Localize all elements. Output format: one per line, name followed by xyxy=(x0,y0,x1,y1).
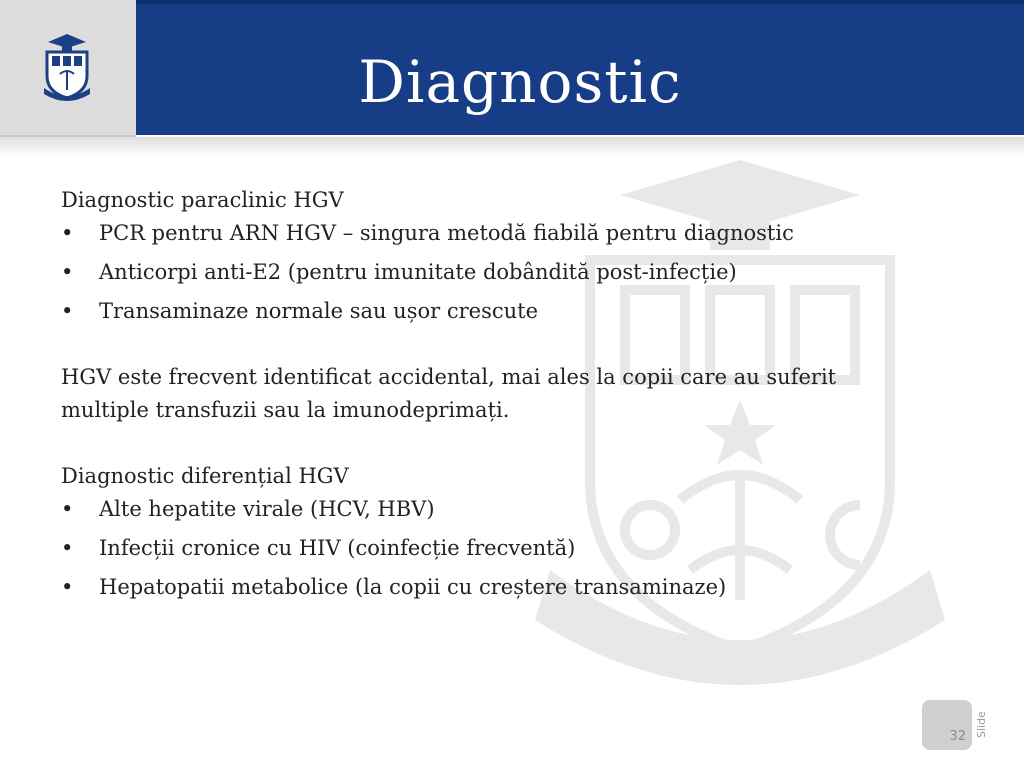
section-heading-diferential: Diagnostic diferențial HGV xyxy=(61,464,349,488)
list-item-text: PCR pentru ARN HGV – singura metodă fiabilă pentru diagnostic xyxy=(99,221,794,245)
bullet-icon: • xyxy=(61,536,74,560)
bullet-icon: • xyxy=(61,497,74,521)
title-accent xyxy=(136,0,1024,4)
university-crest-icon xyxy=(42,32,92,102)
list-item xyxy=(61,493,921,526)
list-item xyxy=(61,571,921,604)
bullet-icon: • xyxy=(61,575,74,599)
list-item-text: Transaminaze normale sau ușor crescute xyxy=(99,299,539,323)
slide-title: Diagnostic xyxy=(358,48,682,116)
list-item xyxy=(61,295,921,328)
list-item xyxy=(61,532,921,565)
bullet-icon: • xyxy=(61,260,74,284)
bullet-icon: • xyxy=(61,299,74,323)
paragraph-hgv: HGV este frecvent identificat accidental, mai ales la copii care au suferit multiple transfuzii sau la imunodeprimați. xyxy=(61,365,837,422)
bullet-list-paraclinic xyxy=(61,217,921,328)
list-item-text: Infecții cronice cu HIV (coinfecție frecventă) xyxy=(99,536,576,560)
section-diferential xyxy=(61,460,921,604)
bullet-icon: • xyxy=(61,221,74,245)
section-heading-paraclinic: Diagnostic paraclinic HGV xyxy=(61,188,344,212)
slide-number-badge xyxy=(922,700,972,750)
list-item-text: Alte hepatite virale (HCV, HBV) xyxy=(99,497,435,521)
logo-panel xyxy=(0,0,136,137)
bullet-list-diferential xyxy=(61,493,921,604)
slide-number: 32 xyxy=(949,729,966,744)
list-item-text: Hepatopatii metabolice (la copii cu creștere transaminaze) xyxy=(99,575,727,599)
section-paraclinic xyxy=(61,184,921,328)
slide-side-label: Slide xyxy=(975,711,988,738)
slide-content xyxy=(61,184,921,637)
list-item xyxy=(61,217,921,250)
list-item-text: Anticorpi anti-E2 (pentru imunitate dobândită post-infecție) xyxy=(99,260,737,284)
list-item xyxy=(61,256,921,289)
